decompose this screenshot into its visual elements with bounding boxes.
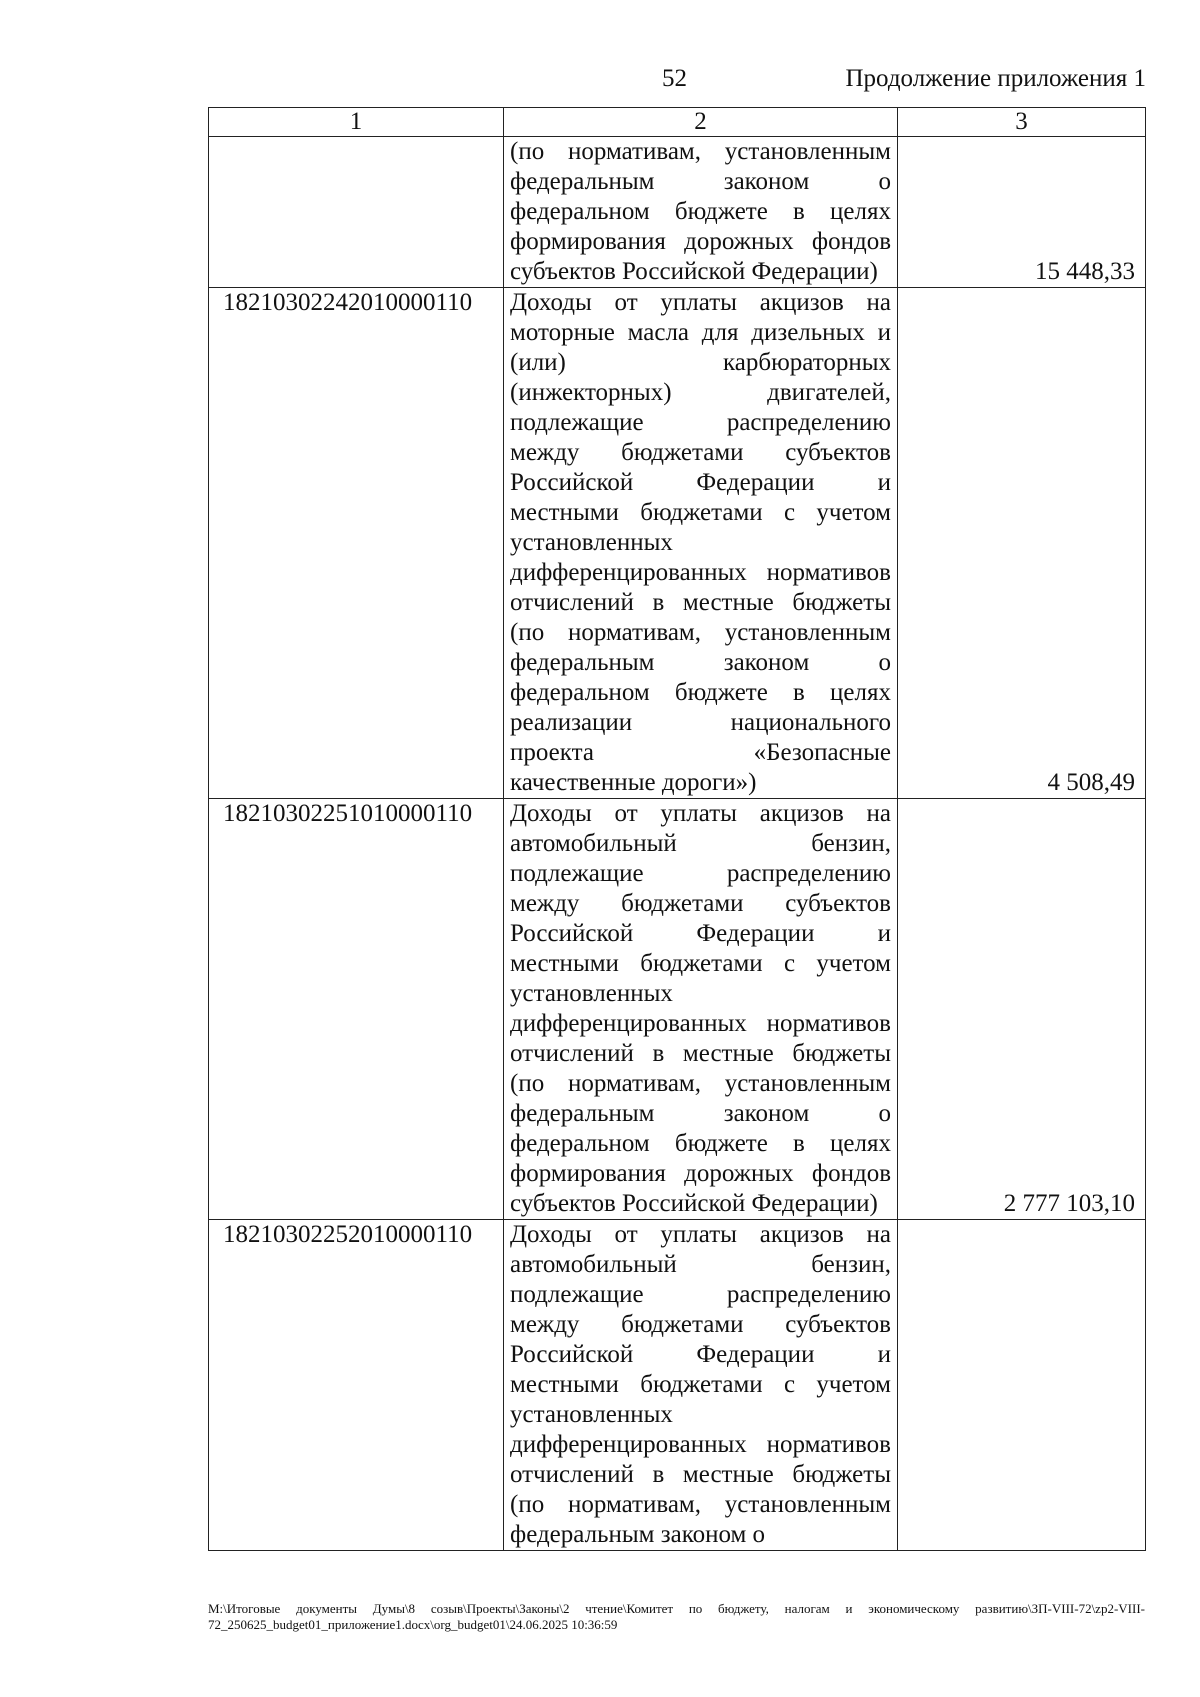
table-header-row xyxy=(209,108,1146,137)
description-line: проекта «Безопасные xyxy=(510,739,891,766)
footer-file-path: М:\Итоговые документы Думы\8 созыв\Проекты\Законы\2 чтение\Комитет по бюджету, налогам и экономическому развитию\ЗП-VIII-72\zp2-VIII-72_250625_budget01_приложение1.docx\org_budget01\24.06.2025 10:36:59 xyxy=(208,1601,1145,1632)
description-line: между бюджетами субъектов xyxy=(510,1311,891,1338)
description-line: федеральном бюджете в целях xyxy=(510,198,891,225)
description-line: формирования дорожных фондов xyxy=(510,228,891,255)
description-line: между бюджетами субъектов xyxy=(510,439,891,466)
description-line: автомобильный бензин, xyxy=(510,1251,891,1278)
description-line: дифференцированных нормативов xyxy=(510,559,891,586)
description-line: (по нормативам, установленным xyxy=(510,619,891,646)
table-row xyxy=(209,137,1146,288)
description-line: (по нормативам, установленным xyxy=(510,138,891,165)
income-description-cell xyxy=(504,1220,898,1551)
amount-cell: 15 448,33 xyxy=(898,137,1146,288)
amount-cell: 4 508,49 xyxy=(898,288,1146,799)
description-line: Доходы от уплаты акцизов на xyxy=(510,800,891,827)
income-code-cell: 18210302242010000110 xyxy=(209,288,504,799)
table-body xyxy=(209,137,1146,1551)
income-description-cell xyxy=(504,288,898,799)
description-line: Доходы от уплаты акцизов на xyxy=(510,289,891,316)
page-number: 52 xyxy=(662,65,687,92)
description-line: федеральном бюджете в целях xyxy=(510,679,891,706)
income-code-cell: 18210302251010000110 xyxy=(209,799,504,1220)
column-header-1: 1 xyxy=(209,108,504,137)
description-line: отчислений в местные бюджеты xyxy=(510,1040,891,1067)
description-line: Российской Федерации и xyxy=(510,1341,891,1368)
description-line: (по нормативам, установленным xyxy=(510,1070,891,1097)
column-header-3: 3 xyxy=(898,108,1146,137)
description-line: отчислений в местные бюджеты xyxy=(510,1461,891,1488)
description-line: качественные дороги») xyxy=(510,769,757,796)
description-line: моторные масла для дизельных и xyxy=(510,319,891,346)
description-line: подлежащие распределению xyxy=(510,860,891,887)
income-description-cell xyxy=(504,799,898,1220)
description-line: субъектов Российской Федерации) xyxy=(510,258,878,285)
description-line: отчислений в местные бюджеты xyxy=(510,589,891,616)
description-line: (инжекторных) двигателей, xyxy=(510,379,891,406)
description-line: формирования дорожных фондов xyxy=(510,1160,891,1187)
description-line: установленных xyxy=(510,1401,673,1428)
table-row xyxy=(209,288,1146,799)
description-line: местными бюджетами с учетом xyxy=(510,1371,891,1398)
page-subtitle: Продолжение приложения 1 xyxy=(845,65,1146,92)
description-line: федеральным законом о xyxy=(510,1521,766,1548)
description-line: Российской Федерации и xyxy=(510,469,891,496)
income-code-cell: 18210302252010000110 xyxy=(209,1220,504,1551)
description-line: (по нормативам, установленным xyxy=(510,1491,891,1518)
income-code-cell xyxy=(209,137,504,288)
description-line: федеральном бюджете в целях xyxy=(510,1130,891,1157)
description-line: автомобильный бензин, xyxy=(510,830,891,857)
description-line: между бюджетами субъектов xyxy=(510,890,891,917)
table-row xyxy=(209,799,1146,1220)
description-line: субъектов Российской Федерации) xyxy=(510,1190,878,1217)
description-line: Доходы от уплаты акцизов на xyxy=(510,1221,891,1248)
description-line: установленных xyxy=(510,529,673,556)
budget-table xyxy=(208,107,1146,1551)
description-line: федеральным законом о xyxy=(510,168,891,195)
description-line: местными бюджетами с учетом xyxy=(510,950,891,977)
amount-cell: 2 777 103,10 xyxy=(898,799,1146,1220)
income-description-cell xyxy=(504,137,898,288)
amount-cell xyxy=(898,1220,1146,1551)
description-line: установленных xyxy=(510,980,673,1007)
description-line: дифференцированных нормативов xyxy=(510,1010,891,1037)
description-line: местными бюджетами с учетом xyxy=(510,499,891,526)
description-line: реализации национального xyxy=(510,709,891,736)
description-line: федеральным законом о xyxy=(510,649,891,676)
description-line: федеральным законом о xyxy=(510,1100,891,1127)
description-line: подлежащие распределению xyxy=(510,1281,891,1308)
description-line: Российской Федерации и xyxy=(510,920,891,947)
description-line: (или) карбюраторных xyxy=(510,349,891,376)
table-row xyxy=(209,1220,1146,1551)
description-line: дифференцированных нормативов xyxy=(510,1431,891,1458)
column-header-2: 2 xyxy=(504,108,898,137)
description-line: подлежащие распределению xyxy=(510,409,891,436)
